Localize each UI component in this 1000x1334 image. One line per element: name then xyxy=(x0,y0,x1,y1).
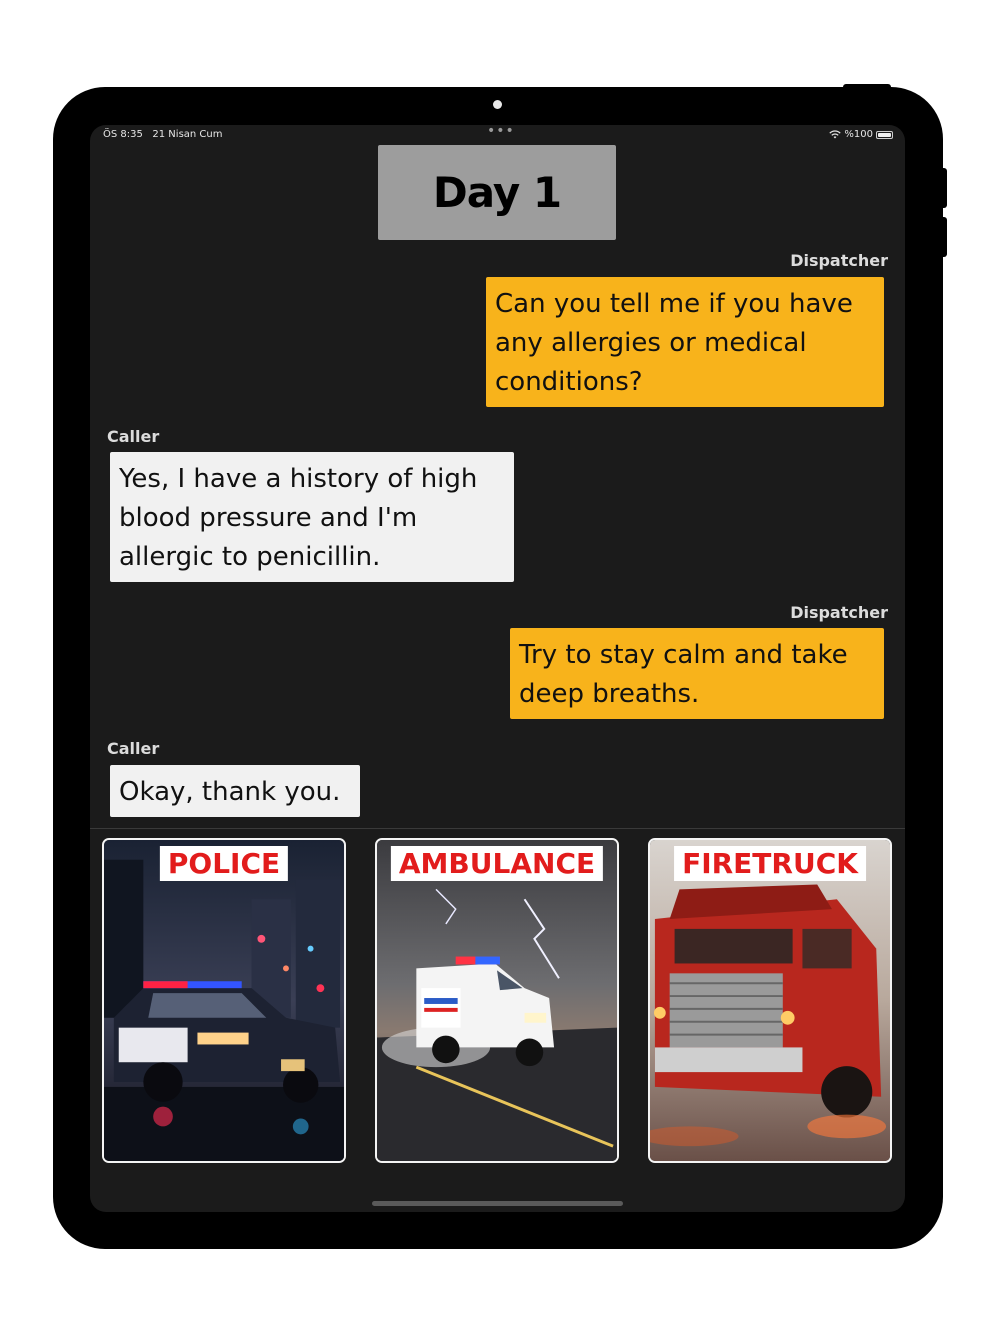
police-choice-card[interactable] xyxy=(102,838,346,1163)
ambulance-label: AMBULANCE xyxy=(391,846,603,881)
dispatcher-message: Try to stay calm and take deep breaths. xyxy=(510,628,884,719)
status-date: 21 Nisan Cum xyxy=(152,129,223,140)
firetruck-choice-card[interactable] xyxy=(648,838,892,1163)
firetruck-image xyxy=(650,840,890,1161)
speaker-label-dispatcher: Dispatcher xyxy=(790,603,888,622)
police-car-image xyxy=(104,840,344,1161)
wifi-icon xyxy=(829,130,841,139)
day-banner xyxy=(378,145,616,240)
police-label: POLICE xyxy=(160,846,288,881)
battery-percent: %100 xyxy=(844,129,873,140)
caller-message: Okay, thank you. xyxy=(110,765,360,817)
battery-icon xyxy=(876,131,893,139)
divider xyxy=(90,828,905,829)
day-title: Day 1 xyxy=(432,168,562,217)
status-time xyxy=(103,129,222,140)
ambulance-choice-card[interactable] xyxy=(375,838,619,1163)
speaker-label-dispatcher: Dispatcher xyxy=(790,251,888,270)
front-camera xyxy=(493,100,502,109)
caller-message: Yes, I have a history of high blood pressure and I'm allergic to penicillin. xyxy=(110,452,514,582)
status-time-value: ÖS 8:35 xyxy=(103,129,143,140)
speaker-label-caller: Caller xyxy=(107,739,160,758)
status-bar xyxy=(90,125,905,147)
multitasking-dots[interactable]: ••• xyxy=(487,125,515,139)
ambulance-image xyxy=(377,840,617,1161)
dispatcher-message: Can you tell me if you have any allergies or medical conditions? xyxy=(486,277,884,407)
firetruck-label: FIRETRUCK xyxy=(674,846,866,881)
speaker-label-caller: Caller xyxy=(107,427,160,446)
home-indicator[interactable] xyxy=(372,1201,623,1206)
app-screen xyxy=(90,125,905,1212)
status-right xyxy=(829,129,893,140)
